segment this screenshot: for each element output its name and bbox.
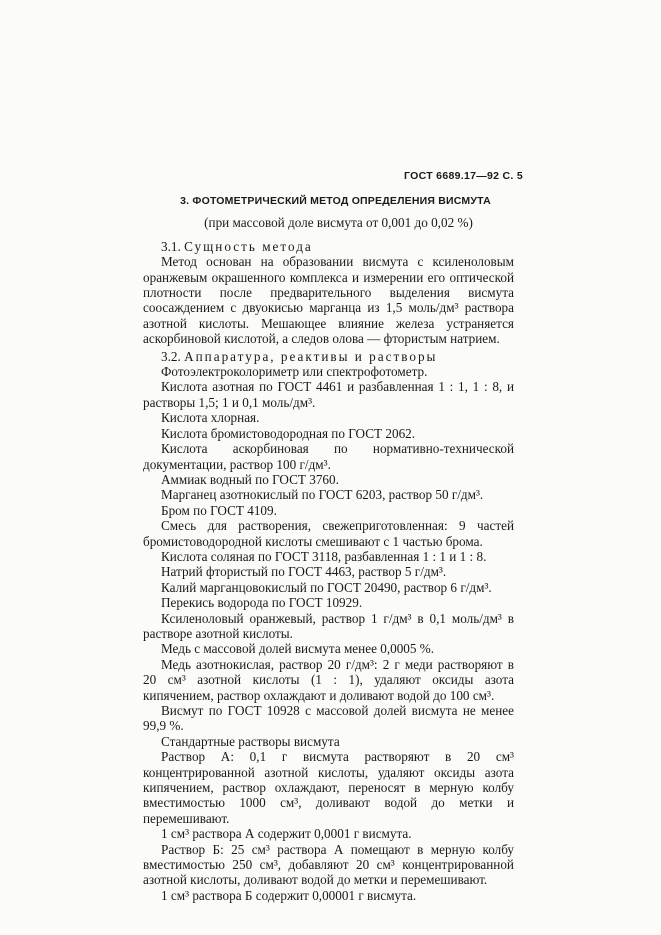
list-item: Ксиленоловый оранжевый, раствор 1 г/дм³ в 0,1 моль/дм³ в растворе азотной кислоты. [143, 610, 514, 641]
list-item: Стандартные растворы висмута [161, 733, 340, 749]
subsection-heading-3-2 [143, 349, 514, 364]
list-item: Кислота аскорбиновая по нормативно-технической документации, раствор 100 г/дм³. [143, 441, 514, 472]
list-item: 1 см³ раствора Б содержит 0,00001 г висмута. [161, 887, 417, 903]
page-header: ГОСТ 6689.17—92 С. 5 [404, 170, 523, 182]
list-item: Раствор Б: 25 см³ раствора А помещают в мерную колбу вместимостью 250 см³, добавляют 20 см³ концентрированной азотной кислоты, доливают водой до метки и перемешивают. [143, 841, 514, 888]
subsection-number: 3.2. [161, 348, 181, 364]
section-subtitle: (при массовой доле висмута от 0,001 до 0,02 %) [204, 215, 473, 231]
document-body [143, 194, 514, 903]
section-title: 3. ФОТОМЕТРИЧЕСКИЙ МЕТОД ОПРЕДЕЛЕНИЯ ВИСМУТА [180, 195, 491, 207]
list-item: Раствор А: 0,1 г висмута растворяют в 20 см³ концентрированной азотной кислоты, удаляют оксиды азота кипячением, раствор охлаждают, переносят в мерную колбу вместимостью 1000 см³, доливают водой до метки и перемешивают. [143, 749, 514, 826]
list-item: Калий марганцовокислый по ГОСТ 20490, раствор 6 г/дм³. [161, 579, 492, 595]
list-item: Бром по ГОСТ 4109. [161, 502, 277, 518]
list-item: Медь с массовой долей висмута менее 0,0005 %. [161, 641, 435, 657]
list-item: 1 см³ раствора А содержит 0,0001 г висмута. [161, 826, 412, 842]
subsection-heading-text: Сущность метода [184, 238, 313, 254]
list-item: Натрий фтористый по ГОСТ 4463, раствор 5 г/дм³. [161, 564, 447, 580]
subsection-number: 3.1. [161, 238, 181, 254]
list-item: Кислота соляная по ГОСТ 3118, разбавленная 1 : 1 и 1 : 8. [161, 548, 487, 564]
list-item: Аммиак водный по ГОСТ 3760. [161, 471, 339, 487]
list-item: Марганец азотнокислый по ГОСТ 6203, раствор 50 г/дм³. [161, 487, 484, 503]
subsection-heading-3-1 [143, 239, 514, 254]
list-item: Фотоэлектроколориметр или спектрофотометр. [161, 364, 428, 380]
list-item: Кислота хлорная. [161, 410, 260, 426]
list-item: Перекись водорода по ГОСТ 10929. [161, 595, 363, 611]
method-principle-paragraph: Метод основан на образовании висмута с ксиленоловым оранжевым окрашенного комплекса и измерении его оптической плотности после предварительного выделения висмута соосаждением с двуокисью марганца из 1,5 моль/дм³ раствора азотной кислоты. Мешающее влияние железа устраняется аскорбиновой кислотой, а следов олова — фтористым натрием. [143, 254, 514, 347]
list-item: Смесь для растворения, свежеприготовленная: 9 частей бромистоводородной кислоты смешивают с 1 частью брома. [143, 518, 514, 549]
list-item: Кислота бромистоводородная по ГОСТ 2062. [161, 425, 416, 441]
list-item: Кислота азотная по ГОСТ 4461 и разбавленная 1 : 1, 1 : 8, и растворы 1,5; 1 и 0,1 моль/дм³. [143, 379, 514, 410]
subsection-heading-text: Аппаратура, реактивы и растворы [184, 348, 438, 364]
list-item: Висмут по ГОСТ 10928 с массовой долей висмута не менее 99,9 %. [143, 703, 514, 734]
list-item: Медь азотнокислая, раствор 20 г/дм³: 2 г меди растворяют в 20 см³ азотной кислоты (1 : 1), удаляют оксиды азота кипячением, раствор охлаждают и доливают водой до 100 см³. [143, 656, 514, 703]
